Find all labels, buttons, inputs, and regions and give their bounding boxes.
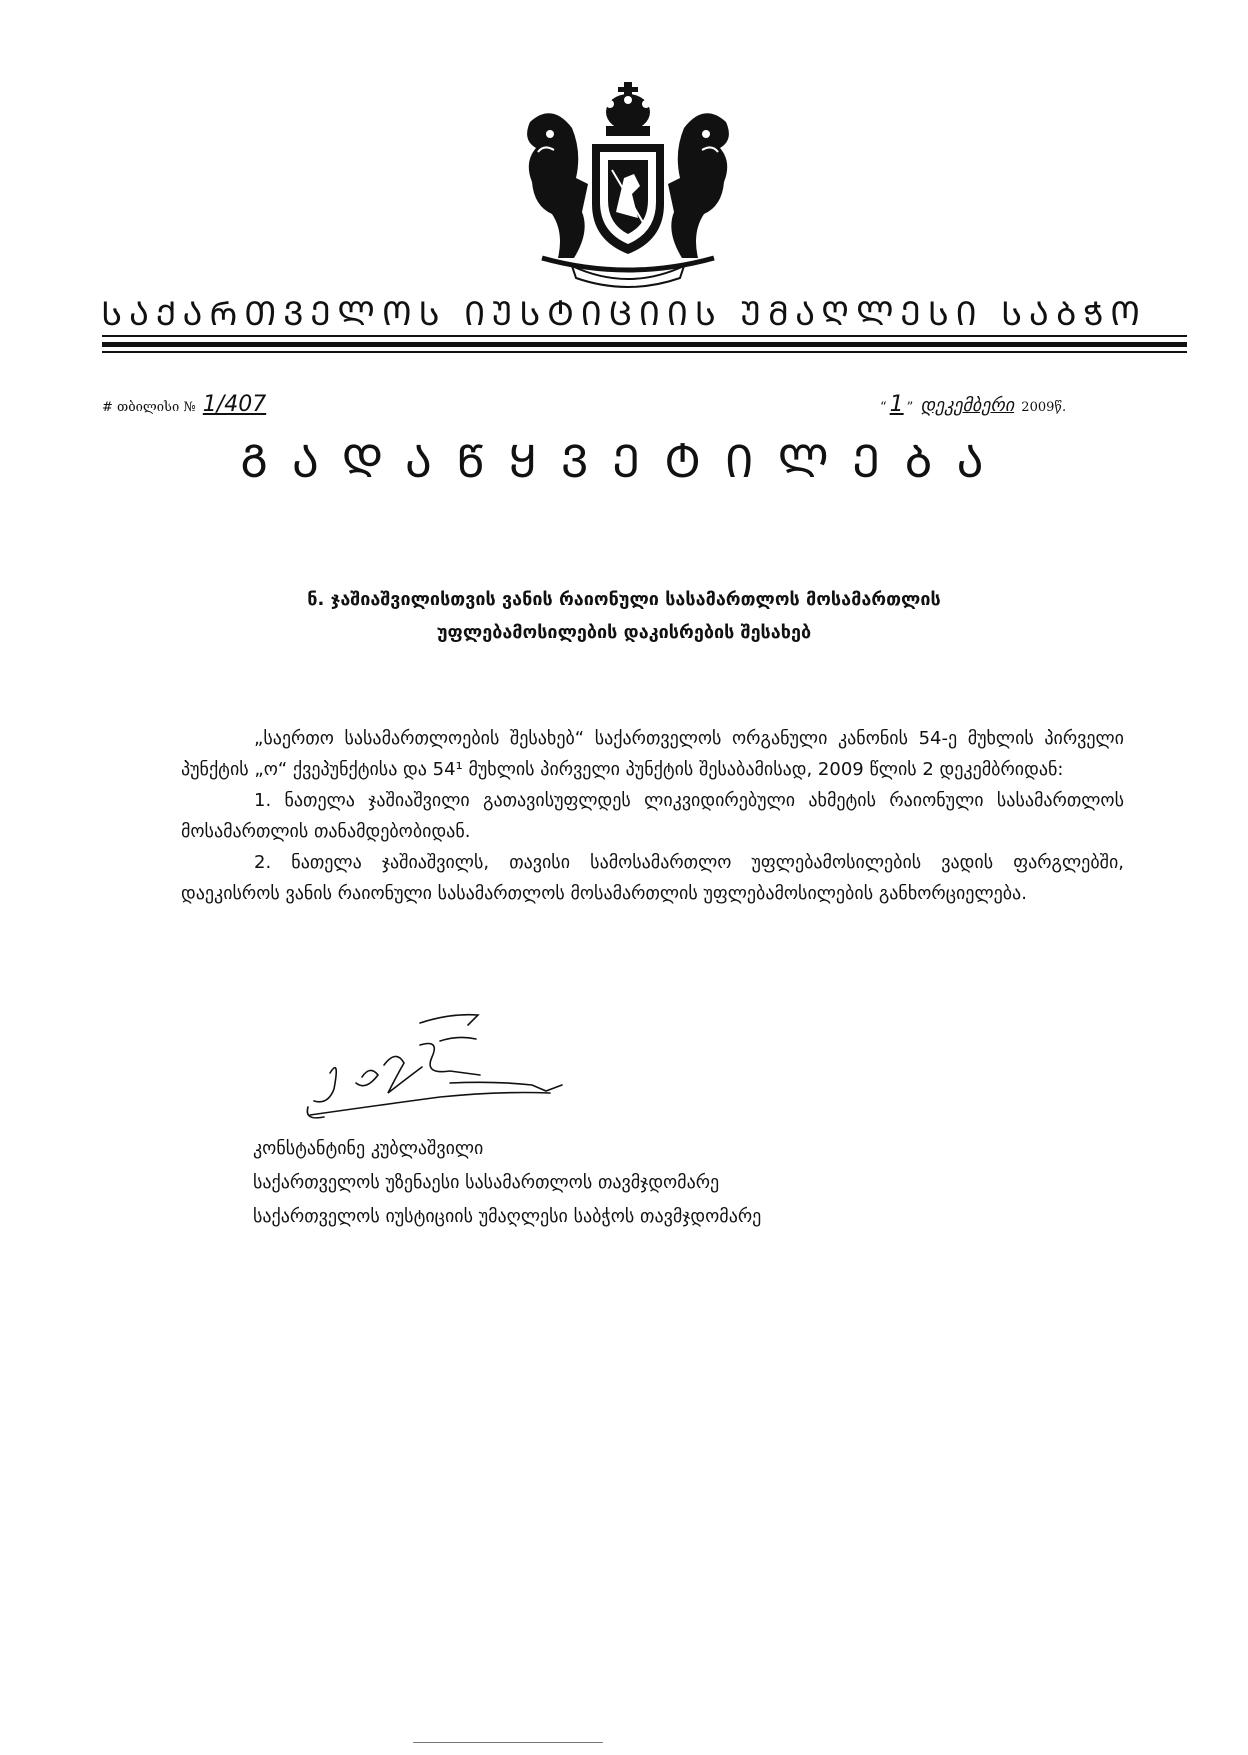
body-paragraph-preamble: „საერთო სასამართლოების შესახებ“ საქართველოს ორგანული კანონის 54-ე მუხლის პირველი პუნქტის „ო“ ქვეპუნქტისა და 54¹ მუხლის პირველი პუნქტის შესაბამისად, 2009 წლის 2 დეკემბრიდან: xyxy=(181,728,1124,780)
decision-number xyxy=(102,392,269,417)
date-year: 2009წ. xyxy=(1021,400,1067,415)
subject-line-1: ნ. ჯაშიაშვილისთვის ვანის რაიონული სასამართლოს მოსამართლის xyxy=(307,589,941,610)
number-value: 1/407 xyxy=(202,392,267,417)
header-rule-thin-top xyxy=(102,335,1187,337)
signatory-title-2: საქართველოს იუსტიციის უმაღლესი საბჭოს თავმჯდომარე xyxy=(253,1206,762,1227)
coat-of-arms-icon xyxy=(512,82,744,294)
subject-line-2: უფლებამოსილების დაკისრების შესახებ xyxy=(436,622,812,643)
handwritten-signature xyxy=(300,1005,630,1140)
institution-name: ᲡᲐᲥᲐᲠᲗᲕᲔᲚᲝᲡ ᲘᲣᲡᲢᲘᲪᲘᲘᲡ ᲣᲛᲐᲦᲚᲔᲡᲘ ᲡᲐᲑᲭᲝ xyxy=(101,294,1147,333)
body-paragraph-item-1: 1. ნათელა ჯაშიაშვილი გათავისუფლდეს ლიკვიდირებული ახმეტის რაიონული სასამართლოს მოსამართლის თანამდებობიდან. xyxy=(181,790,1124,842)
body-paragraph-item-2: 2. ნათელა ჯაშიაშვილს, თავისი სამოსამართლო უფლებამოსილების ვადის ფარგლებში, დაეკისროს ვანის რაიონული სასამართლოს მოსამართლის უფლებამოსილების განხორციელება. xyxy=(181,852,1124,904)
signatory-block xyxy=(253,1132,761,1234)
date-month: დეკემბერი xyxy=(920,395,1015,416)
document-title: ᲒᲐᲓᲐᲬᲧᲕᲔᲢᲘᲚᲔᲑᲐ xyxy=(240,435,1008,488)
decision-date: “ 1 ” დეკემბერი 2009წ. xyxy=(880,392,1067,417)
signatory-title-1: საქართველოს უზენაესი სასამართლოს თავმჯდომარე xyxy=(253,1172,720,1193)
number-label: # თბილისი № xyxy=(102,400,196,415)
header-rule-thick xyxy=(102,342,1187,347)
header-rule-thin-bottom xyxy=(102,351,1187,353)
footer-rule xyxy=(413,1742,603,1743)
signatory-name: კონსტანტინე კუბლაშვილი xyxy=(253,1138,484,1159)
date-day: 1 xyxy=(889,392,904,417)
decree-body xyxy=(181,723,1124,909)
decree-subject xyxy=(160,583,1088,649)
